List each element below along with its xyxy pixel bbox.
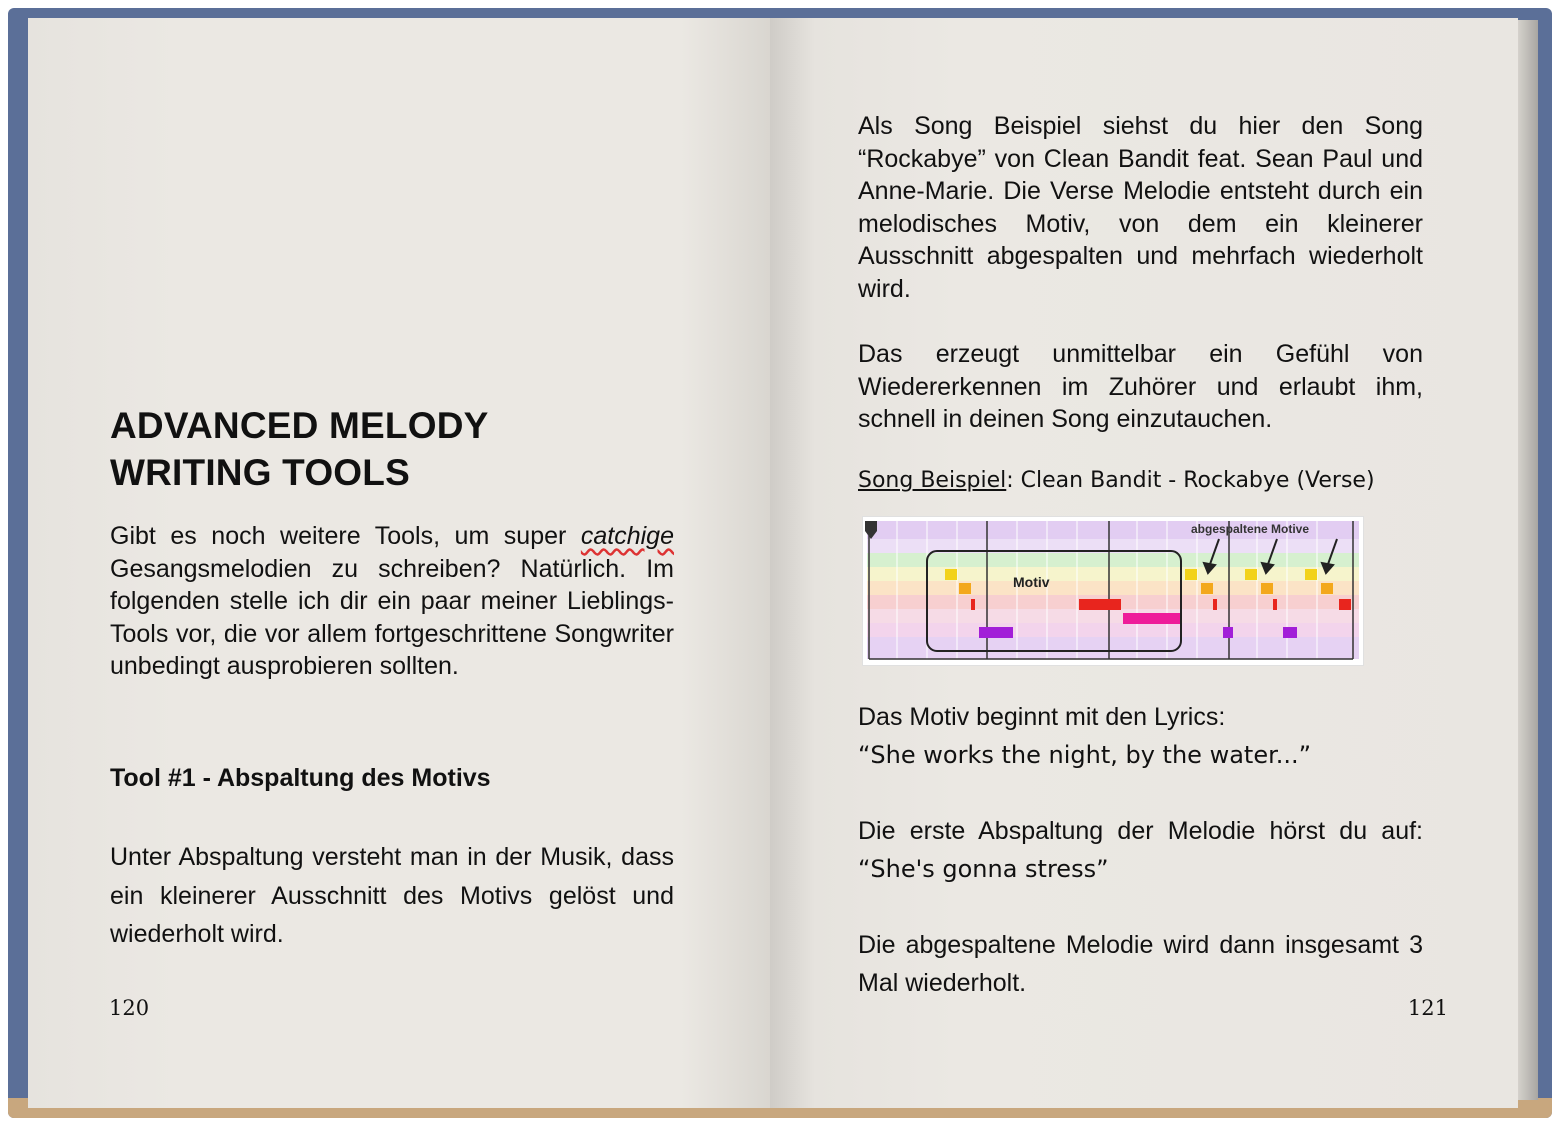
repetition-paragraph: Die abgespaltene Melodie wird dann insgesamt 3 Mal wiederholt. — [858, 931, 1423, 997]
piano-roll-image — [863, 517, 1363, 665]
tool-heading: Tool #1 - Abspaltung des Motivs — [110, 764, 491, 792]
recognition-paragraph: Das erzeugt unmittelbar ein Gefühl von Wiedererkennen im Zuhörer und erlaubt ihm, schnell in deinen Song einzutauchen. — [858, 340, 1423, 433]
page-number-left: 120 — [109, 996, 150, 1020]
explanation-paragraph: Unter Abspaltung versteht man in der Musik, dass ein kleinerer Ausschnitt des Motivs gelöst und wiederholt wird. — [110, 843, 674, 948]
intro-text-end: Gesangsmelodien zu schreiben? Natürlich. Im folgenden stelle ich dir ein paar meiner Lieblings-Tools vor, die vor allem fortgeschrittene Songwriter unbedingt ausprobieren sollten. — [110, 554, 674, 680]
page-stack-edge — [1516, 20, 1538, 1100]
chapter-title-line-2: WRITING TOOLS — [110, 452, 410, 493]
split-motifs-label: abgespaltene Motive — [1191, 522, 1310, 536]
figure-caption — [858, 468, 1375, 493]
left-page — [28, 18, 770, 1108]
piano-roll-figure — [862, 516, 1364, 666]
right-page — [770, 18, 1518, 1108]
motif-label: Motiv — [1013, 574, 1050, 590]
chapter-title-line-1: ADVANCED MELODY — [110, 405, 489, 446]
first-split-intro: Die erste Abspaltung der Melodie hörst du auf: — [858, 817, 1423, 845]
lyrics-quote: “She works the night, by the water...” — [858, 741, 1312, 769]
lyrics-intro: Das Motiv beginnt mit den Lyrics: — [858, 703, 1226, 731]
intro-text-start: Gibt es noch weitere Tools, um super — [110, 522, 581, 550]
lyrics-paragraph — [858, 698, 1423, 774]
intro-emphasis: catchige — [580, 522, 674, 550]
song-example-paragraph: Als Song Beispiel siehst du hier den Song “Rockabye” von Clean Bandit feat. Sean Paul und Anne-Marie. Die Verse Melodie entsteht durch ein melodisches Motiv, von dem ein kleinerer Ausschnitt abgespalten und mehrfach wiederholt wird. — [858, 112, 1423, 303]
page-number-right: 121 — [1407, 996, 1448, 1020]
caption-text: : Clean Bandit - Rockabye (Verse) — [1006, 468, 1375, 493]
first-split-paragraph — [858, 812, 1423, 888]
chapter-title — [110, 402, 710, 496]
caption-label: Song Beispiel — [858, 468, 1007, 493]
intro-paragraph — [110, 520, 674, 683]
first-split-quote: “She's gonna stress” — [858, 855, 1109, 883]
